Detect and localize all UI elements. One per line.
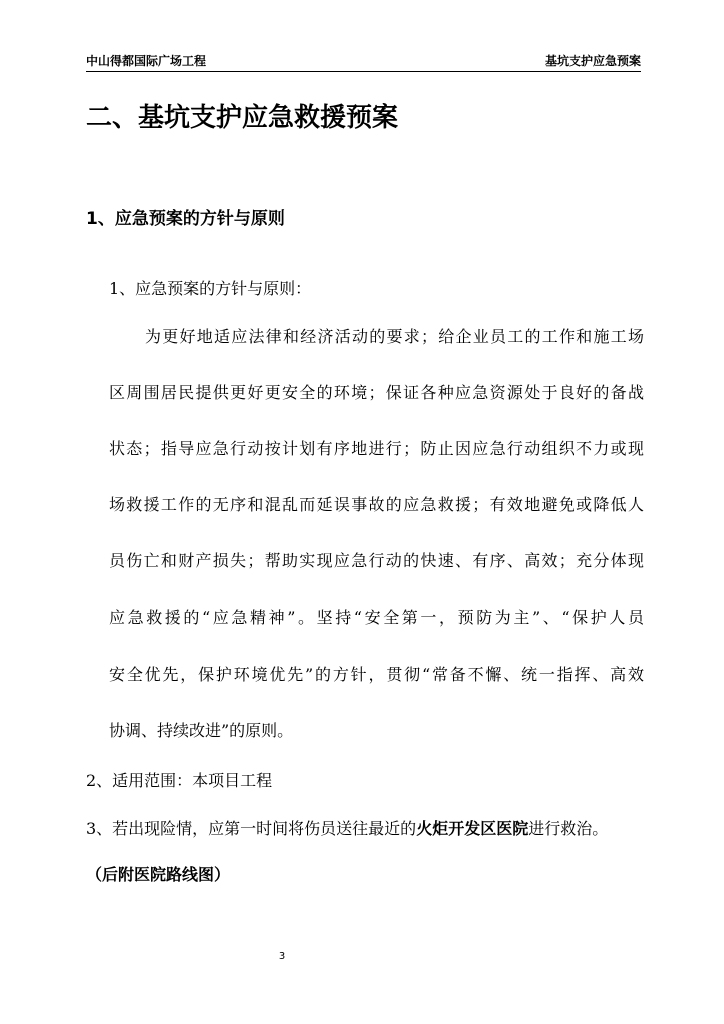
page-number: 3 <box>278 951 286 962</box>
emergency-item-ending: 进行救治。 <box>528 819 609 838</box>
chapter-title: 二、基坑支护应急救援预案 <box>86 103 399 133</box>
paragraph-line: 安全优先，保护环境优先”的方针，贯彻“常备不懈、统一指挥、高效 <box>109 665 644 684</box>
paragraph-line: 为更好地适应法律和经济活动的要求；给企业员工的工作和施工场 <box>145 327 644 346</box>
header-divider <box>86 71 641 72</box>
emergency-item <box>86 818 608 840</box>
section-title: 1、应急预案的方针与原则 <box>86 209 285 229</box>
paragraph-line: 应急救援的“应急精神”。坚持“安全第一，预防为主”、“保护人员 <box>109 608 644 627</box>
paragraph-line: 场救援工作的无序和混乱而延误事故的应急救援；有效地避免或降低人 <box>109 495 644 514</box>
header-project-name: 中山得都国际广场工程 <box>86 54 207 68</box>
header-document-name: 基坑支护应急预案 <box>544 54 641 68</box>
paragraph-line: 状态；指导应急行动按计划有序地进行；防止因应急行动组织不力或现 <box>109 439 644 458</box>
emergency-item-text: 3、若出现险情，应第一时间将伤员送往最近的 <box>86 819 417 838</box>
paragraph-line: 员伤亡和财产损失；帮助实现应急行动的快速、有序、高效；充分体现 <box>109 551 644 570</box>
subsection-title: 1、应急预案的方针与原则： <box>109 279 312 298</box>
scope-item: 2、适用范围：本项目工程 <box>86 771 273 790</box>
hospital-name: 火炬开发区医院 <box>416 819 529 838</box>
attachment-note: （后附医院路线图） <box>86 865 231 884</box>
paragraph-line: 区周围居民提供更好更安全的环境；保证各种应急资源处于良好的备战 <box>109 383 644 402</box>
paragraph-line: 协调、持续改进”的原则。 <box>109 721 294 740</box>
